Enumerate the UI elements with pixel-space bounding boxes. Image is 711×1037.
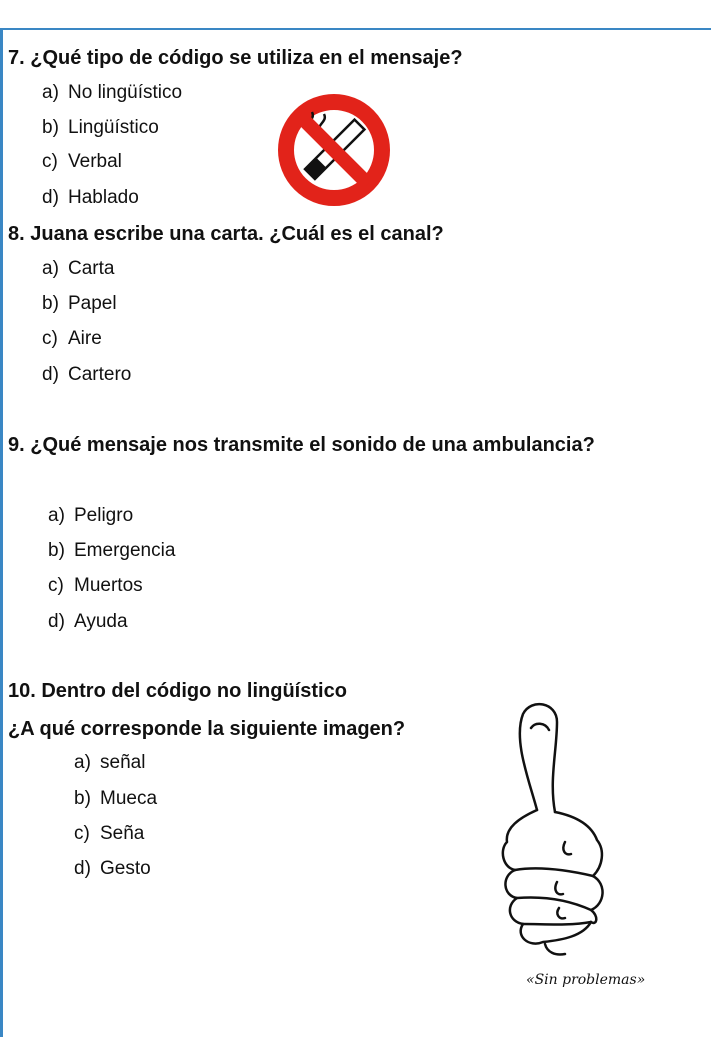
thumbs-up-icon bbox=[485, 700, 625, 962]
question-8-option-b[interactable]: b) Papel bbox=[42, 293, 117, 314]
question-10-option-d[interactable]: d) Gesto bbox=[74, 858, 151, 879]
question-7-option-a[interactable]: a) No lingüístico bbox=[42, 82, 183, 103]
question-7-title: 7. ¿Qué tipo de código se utiliza en el mensaje? bbox=[8, 47, 463, 69]
question-10-option-c[interactable]: c) Seña bbox=[74, 823, 145, 844]
question-7-option-d[interactable]: d) Hablado bbox=[42, 187, 139, 208]
question-8-option-c[interactable]: c) Aire bbox=[42, 328, 102, 349]
question-9-option-b[interactable]: b) Emergencia bbox=[48, 540, 176, 561]
question-7-option-b[interactable]: b) Lingüístico bbox=[42, 117, 159, 138]
left-border bbox=[0, 28, 3, 1037]
top-border bbox=[0, 28, 711, 30]
question-7-option-c[interactable]: c) Verbal bbox=[42, 151, 122, 172]
question-10-option-b[interactable]: b) Mueca bbox=[74, 788, 158, 809]
question-9-option-d[interactable]: d) Ayuda bbox=[48, 611, 128, 632]
question-9-option-c[interactable]: c) Muertos bbox=[48, 575, 143, 596]
no-smoking-icon bbox=[276, 92, 392, 208]
question-10-title: 10. Dentro del código no lingüístico bbox=[8, 680, 347, 702]
question-10-option-a[interactable]: a) señal bbox=[74, 752, 146, 773]
question-8-option-a[interactable]: a) Carta bbox=[42, 258, 115, 279]
question-9-title: 9. ¿Qué mensaje nos transmite el sonido de una ambulancia? bbox=[8, 434, 595, 456]
thumbs-up-caption: «Sin problemas» bbox=[526, 972, 646, 988]
question-9-option-a[interactable]: a) Peligro bbox=[48, 505, 134, 526]
question-10-subtitle: ¿A qué corresponde la siguiente imagen? bbox=[8, 718, 406, 740]
question-8-title: 8. Juana escribe una carta. ¿Cuál es el canal? bbox=[8, 223, 444, 245]
question-8-option-d[interactable]: d) Cartero bbox=[42, 364, 132, 385]
